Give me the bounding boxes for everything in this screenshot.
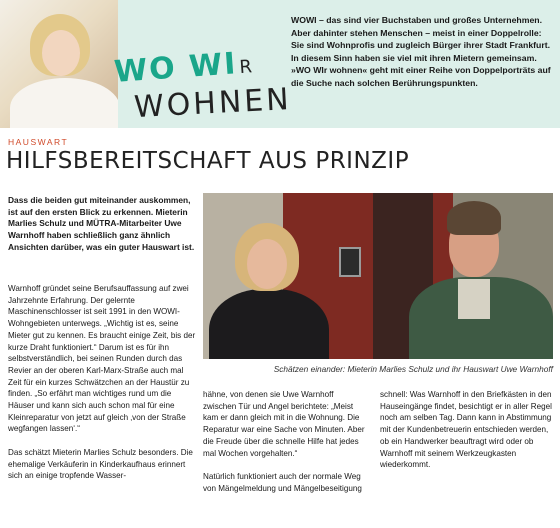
portrait-shoulder bbox=[10, 78, 118, 128]
logo-line-1 bbox=[113, 45, 255, 90]
photo-caption: Schätzen einander: Mieterin Marlies Schulz und ihr Hauswart Uwe Warnhoff bbox=[273, 364, 553, 374]
photo-man-hair bbox=[447, 201, 501, 235]
woman-portrait-photo bbox=[0, 0, 118, 128]
logo-line-1-text: WO WI bbox=[112, 46, 239, 90]
column-2-paragraph-2: Natürlich funktioniert auch der normale Weg von Mängelmeldung und Mängelbeseitigung bbox=[203, 471, 362, 493]
article-column-3 bbox=[380, 389, 553, 483]
column-2-paragraph-1: hähne, von denen sie Uwe Warnhoff zwischen Tür und Angel berichtete: „Meist kam er dann gleich mit in die Wohnung. Die Reparatur war eine Sache von Minuten. Aber die Freude über die schnelle Hilfe hat jedes mal Wochen vorgehalten.“ bbox=[203, 390, 365, 458]
article-column-1 bbox=[8, 283, 198, 494]
banner-text bbox=[291, 14, 553, 90]
logo-line-1-suffix: R bbox=[238, 56, 255, 79]
article-headline: HILFSBEREITSCHAFT AUS PRINZIP bbox=[6, 148, 410, 174]
wo-wir-wohnen-logo bbox=[110, 44, 293, 128]
column-3-paragraph-1: schnell: Was Warnhoff in den Briefkästen in den Hauseingänge findet, besichtigt er in aller Regel noch am selben Tag. Dann kann in Abstimmung mit der Kundenbetreuerin entschieden werden, ob ein Handwerker beauftragt wird oder ob Warnhoff mit seinem Werkzeugkasten wiederkommt. bbox=[380, 390, 552, 470]
photo-woman-face bbox=[247, 239, 287, 289]
article-intro: Dass die beiden gut miteinander auskommen, ist auf den ersten Blick zu erkennen. Mieterin Marlies Schulz und MÜTRA-Mitarbeiter Uwe Warnhoff haben schließlich ganz ähnlich Ansichten darüber, was ein guter Hauswart ist. bbox=[8, 195, 195, 252]
banner-lead: WOWI – das sind vier Buchstaben und großes Unternehmen. bbox=[291, 15, 543, 25]
column-1-paragraph-1: Warnhoff gründet seine Berufsauffassung auf zwei Jahrzehnte Erfahrung. Der gelernte Maschinenschlosser ist seit 1991 in den WOWI-Wohngebieten unterwegs. „Wichtig ist es, seine Mieter gut zu kennen. Es braucht einige Zeit, bis der kurze Draht funktioniert.“ Darum ist es für ihn selbstverständlich, bei seinen Runden durch das Revier an der oberen Karl-Marx-Straße auch mal Zeit für ein kurzes Schwätzchen an der Haustür zu finden. „So erfährt man wichtiges rund um die Häuser und kann sich auch schon mal für eine Kleinreparatur von jetzt auf gleich ‚von der Straße wegfangen lassen‘.“ bbox=[8, 284, 196, 434]
section-kicker: HAUSWART bbox=[8, 137, 69, 147]
photo-man-shirt bbox=[458, 279, 490, 319]
banner-body: Aber dahinter stehen Menschen – meist in einer Doppelrolle: Sie sind Wohnprofis und zugleich Bürger ihrer Stadt Frankfurt. In diesem Sinn haben sie viel mit ihren Mietern gemeinsam. »WO WIr wohnen« geht mit einer Reihe von Doppelporträts auf die Suche nach solchen Berührungspunkten. bbox=[291, 27, 551, 88]
photo-door-intercom bbox=[339, 247, 361, 277]
logo-line-2: WOHNEN bbox=[133, 81, 293, 126]
article-column-2 bbox=[203, 389, 369, 506]
portrait-face bbox=[42, 30, 80, 76]
column-1-paragraph-2: Das schätzt Mieterin Marlies Schulz besonders. Die ehemalige Verkäuferin in Kinderkaufhaus erinnert sich an einige tropfende Wasser- bbox=[8, 447, 193, 481]
article-photo bbox=[203, 193, 553, 359]
photo-woman-body bbox=[209, 289, 329, 359]
intro-banner bbox=[0, 0, 560, 128]
